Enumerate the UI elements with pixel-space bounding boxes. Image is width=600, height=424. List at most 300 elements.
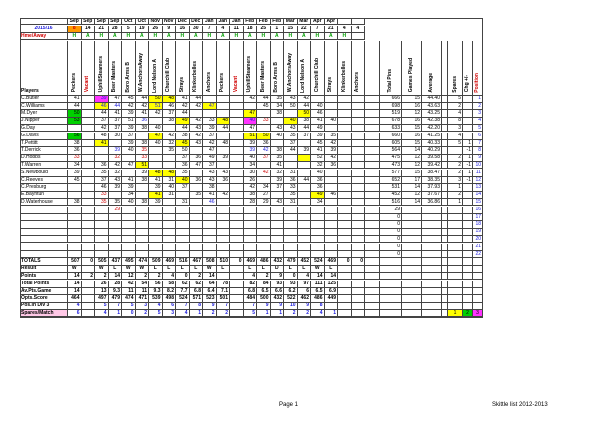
score-cell[interactable] (298, 170, 312, 177)
score-cell[interactable]: 44 (298, 125, 312, 132)
score-cell[interactable]: 49 (311, 192, 325, 199)
score-cell[interactable]: 39 (95, 96, 109, 103)
score-cell[interactable] (271, 251, 285, 258)
score-cell[interactable]: 46 (203, 199, 217, 206)
score-cell[interactable] (338, 251, 352, 258)
score-cell[interactable] (284, 221, 298, 228)
score-cell[interactable]: 38 (68, 199, 82, 206)
score-cell[interactable] (217, 214, 231, 221)
score-cell[interactable] (217, 244, 231, 251)
score-cell[interactable] (163, 162, 177, 169)
score-cell[interactable]: 31 (176, 199, 190, 206)
score-cell[interactable]: 31 (163, 177, 177, 184)
score-cell[interactable]: 30 (109, 133, 123, 140)
score-cell[interactable] (190, 214, 204, 221)
score-cell[interactable]: 53 (68, 118, 82, 125)
score-cell[interactable]: 37 (163, 110, 177, 117)
score-cell[interactable]: 42 (217, 192, 231, 199)
score-cell[interactable]: 47 (190, 162, 204, 169)
score-cell[interactable] (284, 110, 298, 117)
score-cell[interactable] (352, 118, 366, 125)
score-cell[interactable]: 42 (190, 133, 204, 140)
score-cell[interactable] (325, 125, 339, 132)
score-cell[interactable] (122, 155, 136, 162)
score-cell[interactable] (190, 251, 204, 258)
score-cell[interactable]: 47 (203, 103, 217, 110)
score-cell[interactable] (136, 229, 150, 236)
score-cell[interactable]: 42 (149, 110, 163, 117)
score-cell[interactable]: 47 (122, 162, 136, 169)
score-cell[interactable]: 51 (136, 162, 150, 169)
score-cell[interactable] (352, 236, 366, 243)
score-cell[interactable] (203, 110, 217, 117)
score-cell[interactable]: 39 (68, 170, 82, 177)
score-cell[interactable] (82, 133, 96, 140)
score-cell[interactable]: 37 (176, 184, 190, 191)
score-cell[interactable] (190, 207, 204, 214)
score-cell[interactable]: 52 (311, 155, 325, 162)
score-cell[interactable] (122, 214, 136, 221)
score-cell[interactable] (68, 214, 82, 221)
score-cell[interactable] (109, 251, 123, 258)
score-cell[interactable] (230, 125, 244, 132)
score-cell[interactable] (311, 244, 325, 251)
score-cell[interactable] (217, 103, 231, 110)
score-cell[interactable] (325, 244, 339, 251)
score-cell[interactable] (136, 221, 150, 228)
score-cell[interactable] (230, 251, 244, 258)
score-cell[interactable] (244, 214, 258, 221)
score-cell[interactable] (338, 147, 352, 154)
score-cell[interactable] (149, 244, 163, 251)
score-cell[interactable]: 38 (136, 199, 150, 206)
score-cell[interactable] (298, 229, 312, 236)
score-cell[interactable]: 44 (257, 96, 271, 103)
score-cell[interactable] (217, 184, 231, 191)
score-cell[interactable] (257, 244, 271, 251)
score-cell[interactable]: 43 (203, 170, 217, 177)
score-cell[interactable] (230, 133, 244, 140)
score-cell[interactable]: 38 (203, 184, 217, 191)
score-cell[interactable]: 34 (271, 103, 285, 110)
score-cell[interactable] (230, 229, 244, 236)
score-cell[interactable] (352, 184, 366, 191)
score-cell[interactable] (203, 236, 217, 243)
score-cell[interactable] (109, 229, 123, 236)
score-cell[interactable]: 43 (217, 170, 231, 177)
score-cell[interactable]: 49 (203, 155, 217, 162)
score-cell[interactable]: 40 (325, 118, 339, 125)
score-cell[interactable]: 47 (244, 110, 258, 117)
score-cell[interactable]: 27 (257, 192, 271, 199)
score-cell[interactable]: 32 (109, 170, 123, 177)
score-cell[interactable]: 29 (257, 199, 271, 206)
score-cell[interactable]: 45 (122, 96, 136, 103)
score-cell[interactable] (122, 221, 136, 228)
score-cell[interactable] (338, 155, 352, 162)
score-cell[interactable]: 38 (244, 192, 258, 199)
score-cell[interactable] (68, 125, 82, 132)
score-cell[interactable]: 32 (271, 170, 285, 177)
score-cell[interactable] (230, 236, 244, 243)
score-cell[interactable] (203, 229, 217, 236)
score-cell[interactable]: 39 (109, 184, 123, 191)
score-cell[interactable] (203, 244, 217, 251)
score-cell[interactable] (338, 96, 352, 103)
score-cell[interactable] (109, 244, 123, 251)
score-cell[interactable] (338, 221, 352, 228)
score-cell[interactable] (325, 229, 339, 236)
score-cell[interactable] (352, 96, 366, 103)
score-cell[interactable]: 41 (176, 96, 190, 103)
score-cell[interactable] (271, 229, 285, 236)
score-cell[interactable] (82, 184, 96, 191)
score-cell[interactable]: 39 (244, 147, 258, 154)
score-cell[interactable]: 47 (149, 133, 163, 140)
score-cell[interactable]: 39 (325, 147, 339, 154)
score-cell[interactable] (82, 155, 96, 162)
score-cell[interactable] (338, 184, 352, 191)
score-cell[interactable] (122, 236, 136, 243)
score-cell[interactable] (311, 221, 325, 228)
score-cell[interactable]: 33 (136, 155, 150, 162)
score-cell[interactable]: 36 (257, 140, 271, 147)
score-cell[interactable]: 38 (136, 177, 150, 184)
score-cell[interactable] (95, 155, 109, 162)
score-cell[interactable] (136, 236, 150, 243)
score-cell[interactable] (325, 110, 339, 117)
score-cell[interactable]: 45 (257, 103, 271, 110)
score-cell[interactable]: 42 (298, 96, 312, 103)
score-cell[interactable] (338, 207, 352, 214)
score-cell[interactable]: 36 (190, 155, 204, 162)
score-cell[interactable]: 36 (136, 118, 150, 125)
score-cell[interactable] (190, 184, 204, 191)
score-cell[interactable] (325, 177, 339, 184)
score-cell[interactable]: 44 (284, 147, 298, 154)
score-cell[interactable] (176, 207, 190, 214)
score-cell[interactable]: 40 (163, 184, 177, 191)
score-cell[interactable] (190, 147, 204, 154)
score-cell[interactable]: 37 (95, 118, 109, 125)
score-cell[interactable] (271, 214, 285, 221)
score-cell[interactable]: 38 (136, 140, 150, 147)
score-cell[interactable] (95, 207, 109, 214)
score-cell[interactable] (338, 110, 352, 117)
score-cell[interactable]: 37 (176, 155, 190, 162)
score-cell[interactable] (176, 192, 190, 199)
score-cell[interactable] (122, 229, 136, 236)
score-cell[interactable]: 44 (190, 96, 204, 103)
score-cell[interactable] (176, 221, 190, 228)
score-cell[interactable]: 42 (257, 170, 271, 177)
score-cell[interactable] (95, 147, 109, 154)
score-cell[interactable]: 42 (257, 147, 271, 154)
score-cell[interactable]: 49 (311, 125, 325, 132)
score-cell[interactable] (284, 244, 298, 251)
score-cell[interactable] (298, 251, 312, 258)
score-cell[interactable]: 33 (203, 118, 217, 125)
score-cell[interactable] (122, 207, 136, 214)
score-cell[interactable]: 51 (122, 118, 136, 125)
score-cell[interactable]: 38 (176, 133, 190, 140)
score-cell[interactable] (163, 199, 177, 206)
score-cell[interactable] (257, 125, 271, 132)
score-cell[interactable] (149, 162, 163, 169)
score-cell[interactable] (284, 214, 298, 221)
score-cell[interactable]: 40 (311, 170, 325, 177)
score-cell[interactable] (136, 214, 150, 221)
score-cell[interactable]: 41 (136, 110, 150, 117)
score-cell[interactable]: 40 (284, 118, 298, 125)
score-cell[interactable] (325, 214, 339, 221)
score-cell[interactable]: 35 (190, 192, 204, 199)
score-cell[interactable] (109, 192, 123, 199)
score-cell[interactable]: 28 (244, 199, 258, 206)
score-cell[interactable] (271, 207, 285, 214)
score-cell[interactable] (230, 103, 244, 110)
score-cell[interactable]: 34 (257, 184, 271, 191)
score-cell[interactable] (352, 140, 366, 147)
score-cell[interactable]: 40 (149, 125, 163, 132)
score-cell[interactable] (163, 125, 177, 132)
score-cell[interactable] (271, 140, 285, 147)
score-cell[interactable] (257, 110, 271, 117)
score-cell[interactable] (338, 177, 352, 184)
score-cell[interactable]: 42 (244, 96, 258, 103)
score-cell[interactable]: 41 (68, 96, 82, 103)
score-cell[interactable]: 36 (217, 177, 231, 184)
score-cell[interactable]: 47 (109, 96, 123, 103)
score-cell[interactable]: 41 (149, 192, 163, 199)
score-cell[interactable] (338, 236, 352, 243)
score-cell[interactable] (244, 229, 258, 236)
score-cell[interactable]: 43 (284, 96, 298, 103)
score-cell[interactable]: 39 (203, 125, 217, 132)
score-cell[interactable]: 44 (176, 110, 190, 117)
score-cell[interactable] (230, 110, 244, 117)
score-cell[interactable]: 39 (122, 125, 136, 132)
score-cell[interactable]: 35 (163, 147, 177, 154)
score-cell[interactable] (190, 199, 204, 206)
score-cell[interactable]: 42 (325, 155, 339, 162)
score-cell[interactable] (190, 170, 204, 177)
score-cell[interactable] (163, 155, 177, 162)
score-cell[interactable] (244, 251, 258, 258)
score-cell[interactable] (230, 214, 244, 221)
score-cell[interactable] (109, 236, 123, 243)
score-cell[interactable] (82, 147, 96, 154)
score-cell[interactable]: 39 (298, 147, 312, 154)
score-cell[interactable] (176, 214, 190, 221)
score-cell[interactable] (163, 236, 177, 243)
score-cell[interactable]: 44 (176, 125, 190, 132)
score-cell[interactable]: 39 (122, 184, 136, 191)
score-cell[interactable] (230, 221, 244, 228)
score-cell[interactable] (203, 251, 217, 258)
score-cell[interactable]: 37 (203, 162, 217, 169)
score-cell[interactable]: 41 (311, 147, 325, 154)
score-cell[interactable]: 50 (284, 103, 298, 110)
score-cell[interactable]: 40 (176, 177, 190, 184)
score-cell[interactable] (257, 221, 271, 228)
score-cell[interactable] (217, 236, 231, 243)
score-cell[interactable]: 32 (163, 140, 177, 147)
score-cell[interactable]: 42 (136, 103, 150, 110)
score-cell[interactable] (352, 103, 366, 110)
score-cell[interactable] (257, 214, 271, 221)
score-cell[interactable] (352, 251, 366, 258)
score-cell[interactable] (217, 207, 231, 214)
score-cell[interactable] (271, 118, 285, 125)
score-cell[interactable] (244, 244, 258, 251)
score-cell[interactable] (203, 207, 217, 214)
score-cell[interactable] (338, 103, 352, 110)
score-cell[interactable]: 34 (68, 162, 82, 169)
score-cell[interactable]: 56 (68, 133, 82, 140)
score-cell[interactable] (109, 140, 123, 147)
score-cell[interactable] (311, 236, 325, 243)
score-cell[interactable]: 35 (109, 199, 123, 206)
score-cell[interactable]: 50 (298, 110, 312, 117)
score-cell[interactable] (230, 192, 244, 199)
score-cell[interactable] (338, 199, 352, 206)
score-cell[interactable] (352, 147, 366, 154)
score-cell[interactable]: 41 (311, 118, 325, 125)
score-cell[interactable]: 42 (176, 103, 190, 110)
score-cell[interactable]: 43 (271, 199, 285, 206)
score-cell[interactable] (271, 192, 285, 199)
score-cell[interactable] (68, 184, 82, 191)
score-cell[interactable] (311, 229, 325, 236)
score-cell[interactable] (271, 244, 285, 251)
score-cell[interactable]: 38 (298, 118, 312, 125)
score-cell[interactable]: 41 (149, 177, 163, 184)
score-cell[interactable] (257, 177, 271, 184)
score-cell[interactable] (217, 110, 231, 117)
score-cell[interactable]: 48 (217, 118, 231, 125)
score-cell[interactable]: 41 (203, 192, 217, 199)
score-cell[interactable] (163, 244, 177, 251)
score-cell[interactable] (352, 162, 366, 169)
score-cell[interactable]: 40 (271, 133, 285, 140)
score-cell[interactable] (230, 118, 244, 125)
score-cell[interactable] (311, 96, 325, 103)
score-cell[interactable]: 46 (95, 184, 109, 191)
score-cell[interactable] (217, 133, 231, 140)
score-cell[interactable]: 39 (149, 184, 163, 191)
score-cell[interactable] (82, 244, 96, 251)
score-cell[interactable]: 44 (298, 103, 312, 110)
score-cell[interactable]: 36 (311, 184, 325, 191)
score-cell[interactable] (68, 236, 82, 243)
score-cell[interactable] (176, 229, 190, 236)
score-cell[interactable]: 39 (122, 110, 136, 117)
score-cell[interactable] (230, 184, 244, 191)
score-cell[interactable] (352, 192, 366, 199)
score-cell[interactable]: 36 (68, 147, 82, 154)
score-cell[interactable]: 39 (149, 199, 163, 206)
score-cell[interactable] (122, 170, 136, 177)
score-cell[interactable]: 45 (68, 177, 82, 184)
score-cell[interactable] (325, 199, 339, 206)
score-cell[interactable]: 35 (284, 192, 298, 199)
score-cell[interactable] (203, 221, 217, 228)
score-cell[interactable] (68, 244, 82, 251)
score-cell[interactable] (68, 229, 82, 236)
score-cell[interactable]: 33 (68, 155, 82, 162)
score-cell[interactable] (284, 155, 298, 162)
score-cell[interactable] (298, 244, 312, 251)
score-cell[interactable] (298, 140, 312, 147)
score-cell[interactable] (311, 214, 325, 221)
score-cell[interactable]: 50 (257, 133, 271, 140)
score-cell[interactable]: 36 (325, 162, 339, 169)
score-cell[interactable] (230, 155, 244, 162)
score-cell[interactable] (298, 236, 312, 243)
score-cell[interactable] (68, 251, 82, 258)
score-cell[interactable] (163, 214, 177, 221)
score-cell[interactable] (325, 251, 339, 258)
score-cell[interactable] (149, 118, 163, 125)
score-cell[interactable] (190, 244, 204, 251)
score-cell[interactable] (298, 162, 312, 169)
score-cell[interactable]: 30 (244, 170, 258, 177)
score-cell[interactable] (82, 110, 96, 117)
score-cell[interactable] (217, 229, 231, 236)
score-cell[interactable] (325, 207, 339, 214)
score-cell[interactable]: 47 (203, 147, 217, 154)
score-cell[interactable] (352, 177, 366, 184)
score-cell[interactable] (217, 251, 231, 258)
score-cell[interactable]: 34 (244, 162, 258, 169)
score-cell[interactable]: 35 (271, 155, 285, 162)
score-cell[interactable] (82, 125, 96, 132)
score-cell[interactable]: 51 (244, 133, 258, 140)
score-cell[interactable] (68, 221, 82, 228)
score-cell[interactable] (338, 118, 352, 125)
score-cell[interactable] (284, 207, 298, 214)
score-cell[interactable]: 42 (95, 125, 109, 132)
score-cell[interactable] (163, 251, 177, 258)
score-cell[interactable]: 26 (244, 177, 258, 184)
score-cell[interactable]: 43 (284, 125, 298, 132)
score-cell[interactable] (176, 236, 190, 243)
score-cell[interactable] (95, 251, 109, 258)
score-cell[interactable]: 37 (298, 133, 312, 140)
score-cell[interactable]: 51 (149, 103, 163, 110)
score-cell[interactable] (82, 207, 96, 214)
score-cell[interactable] (338, 192, 352, 199)
score-cell[interactable] (338, 133, 352, 140)
score-cell[interactable]: 37 (109, 125, 123, 132)
score-cell[interactable] (82, 140, 96, 147)
score-cell[interactable]: 37 (122, 133, 136, 140)
score-cell[interactable] (217, 199, 231, 206)
score-cell[interactable] (109, 214, 123, 221)
score-cell[interactable] (82, 170, 96, 177)
score-cell[interactable] (190, 229, 204, 236)
score-cell[interactable] (230, 207, 244, 214)
score-cell[interactable]: 36 (190, 177, 204, 184)
score-cell[interactable]: 48 (163, 170, 177, 177)
score-cell[interactable]: 31 (284, 170, 298, 177)
score-cell[interactable]: 50 (149, 96, 163, 103)
score-cell[interactable]: 39 (136, 170, 150, 177)
score-cell[interactable]: 42 (325, 140, 339, 147)
score-cell[interactable] (244, 103, 258, 110)
score-cell[interactable] (230, 170, 244, 177)
